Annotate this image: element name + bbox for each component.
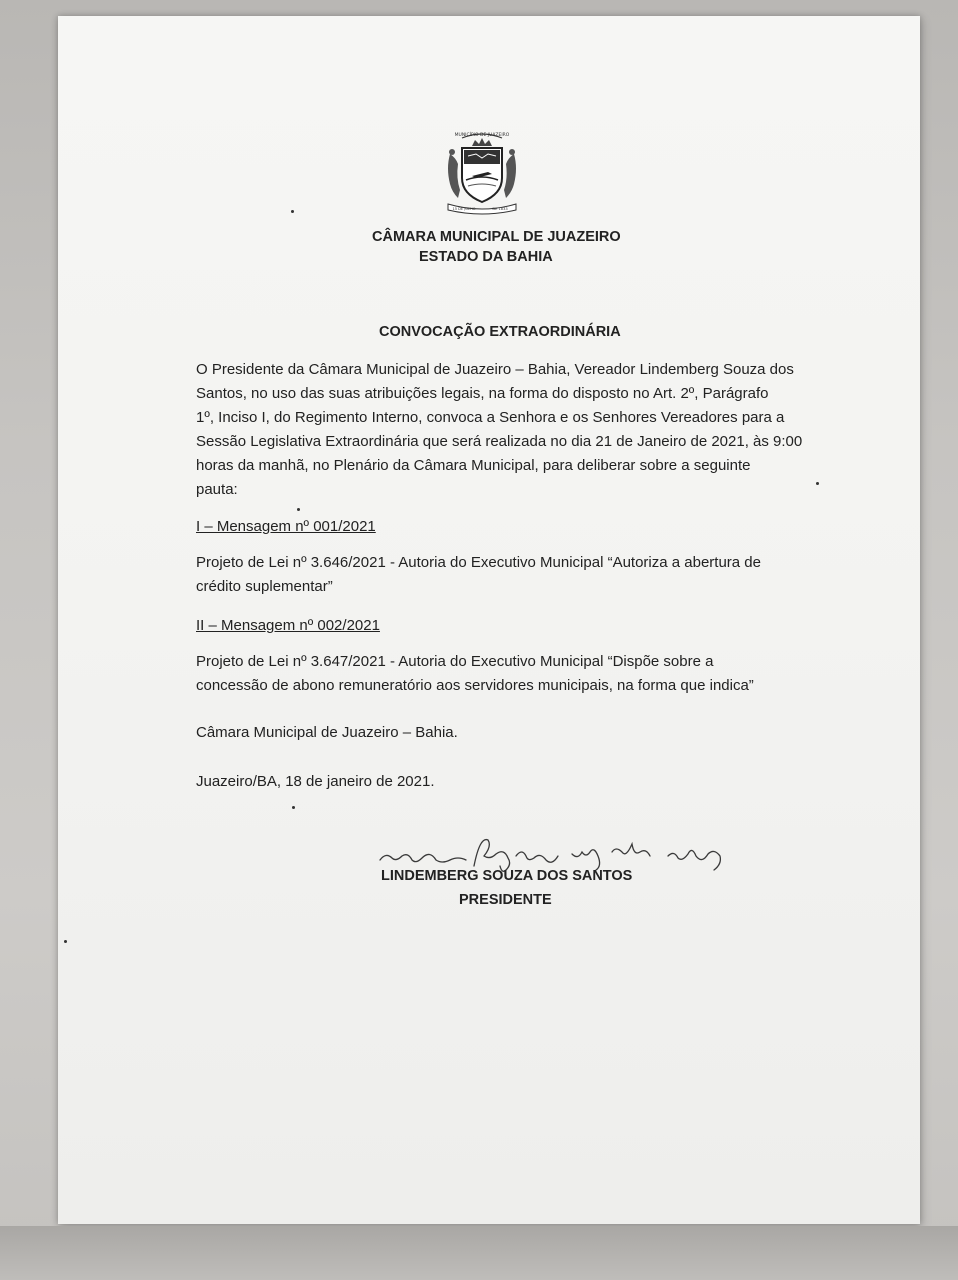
intro-line-5: horas da manhã, no Plenário da Câmara Municipal, para deliberar sobre a seguinte bbox=[196, 457, 751, 474]
paper-speck bbox=[292, 806, 295, 809]
item-2-line-2: concessão de abono remuneratório aos servidores municipais, na forma que indica” bbox=[196, 677, 754, 694]
seal-right-date: DE 1833 bbox=[492, 207, 508, 211]
place-date: Juazeiro/BA, 18 de janeiro de 2021. bbox=[196, 773, 435, 790]
seal-top-text: MUNICÍPIO DE JUAZEIRO bbox=[454, 133, 510, 138]
item-2-heading: II – Mensagem nº 002/2021 bbox=[196, 617, 380, 634]
signatory-name: LINDEMBERG SOUZA DOS SANTOS bbox=[381, 868, 633, 884]
document-title: CONVOCAÇÃO EXTRAORDINÁRIA bbox=[379, 324, 621, 340]
paper-speck bbox=[291, 210, 294, 213]
item-2-line-1: Projeto de Lei nº 3.647/2021 - Autoria do Executivo Municipal “Dispõe sobre a bbox=[196, 653, 714, 670]
closing-line: Câmara Municipal de Juazeiro – Bahia. bbox=[196, 724, 458, 741]
item-1-heading: I – Mensagem nº 001/2021 bbox=[196, 518, 376, 535]
paper-speck bbox=[64, 940, 67, 943]
state-name: ESTADO DA BAHIA bbox=[419, 249, 553, 265]
seal-left-date: 15 DE JULHO bbox=[452, 207, 476, 211]
paper-speck bbox=[816, 482, 819, 485]
intro-line-6: pauta: bbox=[196, 481, 238, 498]
intro-line-3: 1º, Inciso I, do Regimento Interno, convoca a Senhora e os Senhores Vereadores para a bbox=[196, 409, 785, 426]
item-1-line-1: Projeto de Lei nº 3.646/2021 - Autoria do Executivo Municipal “Autoriza a abertura de bbox=[196, 554, 761, 571]
item-1-line-2: crédito suplementar” bbox=[196, 578, 333, 595]
signatory-role: PRESIDENTE bbox=[459, 892, 552, 908]
intro-line-2: Santos, no uso das suas atribuições legais, na forma do disposto no Art. 2º, Parágrafo bbox=[196, 385, 769, 402]
intro-line-4: Sessão Legislativa Extraordinária que será realizada no dia 21 de Janeiro de 2021, às 9:00 bbox=[196, 433, 803, 450]
institution-name: CÂMARA MUNICIPAL DE JUAZEIRO bbox=[372, 229, 621, 245]
paper-speck bbox=[297, 508, 300, 511]
table-surface bbox=[0, 1226, 958, 1280]
coat-of-arms-seal bbox=[442, 128, 522, 216]
intro-line-1: O Presidente da Câmara Municipal de Juazeiro – Bahia, Vereador Lindemberg Souza dos bbox=[196, 361, 794, 378]
